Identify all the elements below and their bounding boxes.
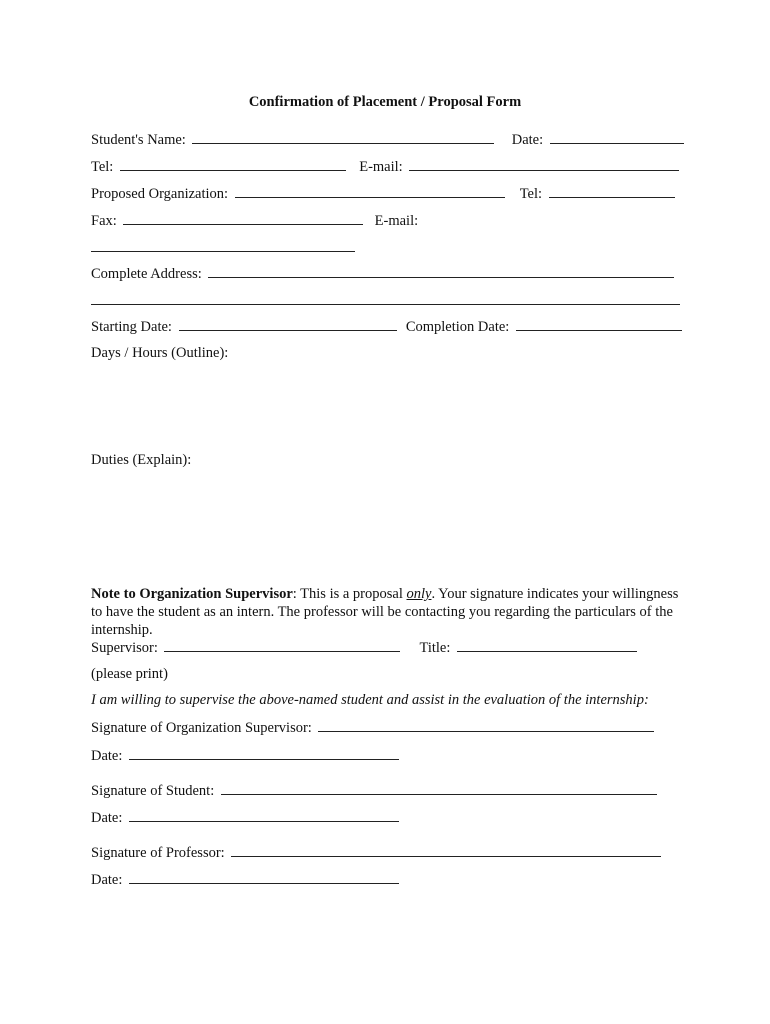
tel-label: Tel: (91, 159, 114, 175)
professor-signature-row (91, 843, 661, 861)
fax-label: Fax: (91, 213, 117, 229)
note-text-after: . Your signature indicates your willingness to have the student as an intern. The professor will be contacting you regarding the particulars of the internship. (91, 586, 679, 638)
completion-date-label: Completion Date: (405, 319, 510, 335)
organization-email-field[interactable] (91, 250, 355, 252)
dates-row (91, 317, 682, 335)
address-field-line-2[interactable] (91, 303, 680, 305)
days-hours-label: Days / Hours (Outline): (91, 345, 229, 361)
student-date-row (91, 808, 399, 826)
duties-label: Duties (Explain): (91, 452, 192, 468)
please-print-note: (please print) (91, 666, 168, 682)
organization-tel-label: Tel: (519, 186, 543, 202)
fax-field[interactable] (123, 211, 363, 225)
org-supervisor-date-field[interactable] (129, 746, 399, 760)
proposed-organization-field[interactable] (235, 184, 505, 198)
note-text-before: : This is a proposal (292, 586, 407, 602)
note-emphasis: only (406, 586, 432, 602)
title-field[interactable] (457, 638, 637, 652)
professor-date-row (91, 870, 399, 888)
supervisor-label: Supervisor: (91, 640, 158, 656)
student-signature-row (91, 781, 657, 799)
note-heading: Note to Organization Supervisor (91, 586, 293, 602)
completion-date-field[interactable] (516, 317, 682, 331)
student-signature-field[interactable] (221, 781, 657, 795)
supervisor-note (91, 585, 681, 639)
student-name-label: Student's Name: (91, 132, 186, 148)
student-name-field[interactable] (192, 130, 494, 144)
organization-row (91, 184, 675, 202)
org-supervisor-signature-row (91, 718, 654, 736)
address-field-line-1[interactable] (208, 264, 674, 278)
student-date-field[interactable] (129, 808, 399, 822)
proposed-organization-label: Proposed Organization: (91, 186, 229, 202)
willing-statement: I am willing to supervise the above-named student and assist in the evaluation of the internship: (91, 692, 649, 708)
student-name-row (91, 130, 684, 148)
organization-tel-field[interactable] (549, 184, 675, 198)
form-title: Confirmation of Placement / Proposal Form (248, 94, 522, 110)
email-field[interactable] (409, 157, 679, 171)
org-supervisor-signature-field[interactable] (318, 718, 654, 732)
professor-signature-label: Signature of Professor: (91, 845, 225, 861)
student-signature-label: Signature of Student: (91, 783, 215, 799)
tel-field[interactable] (120, 157, 346, 171)
professor-date-label: Date: (91, 872, 123, 888)
student-date-label: Date: (91, 810, 123, 826)
supervisor-row (91, 638, 637, 656)
title-label: Title: (419, 640, 451, 656)
address-row (91, 264, 674, 282)
starting-date-label: Starting Date: (91, 319, 172, 335)
professor-signature-field[interactable] (231, 843, 661, 857)
org-supervisor-signature-label: Signature of Organization Supervisor: (91, 720, 312, 736)
address-label: Complete Address: (91, 266, 202, 282)
organization-email-label: E-mail: (374, 213, 419, 229)
starting-date-field[interactable] (179, 317, 397, 331)
student-contact-row (91, 157, 679, 175)
date-field[interactable] (550, 130, 684, 144)
professor-date-field[interactable] (129, 870, 399, 884)
fax-row (91, 211, 418, 229)
email-label: E-mail: (359, 159, 403, 175)
supervisor-field[interactable] (164, 638, 400, 652)
org-supervisor-date-label: Date: (91, 748, 123, 764)
org-supervisor-date-row (91, 746, 399, 764)
date-label: Date: (511, 132, 544, 148)
